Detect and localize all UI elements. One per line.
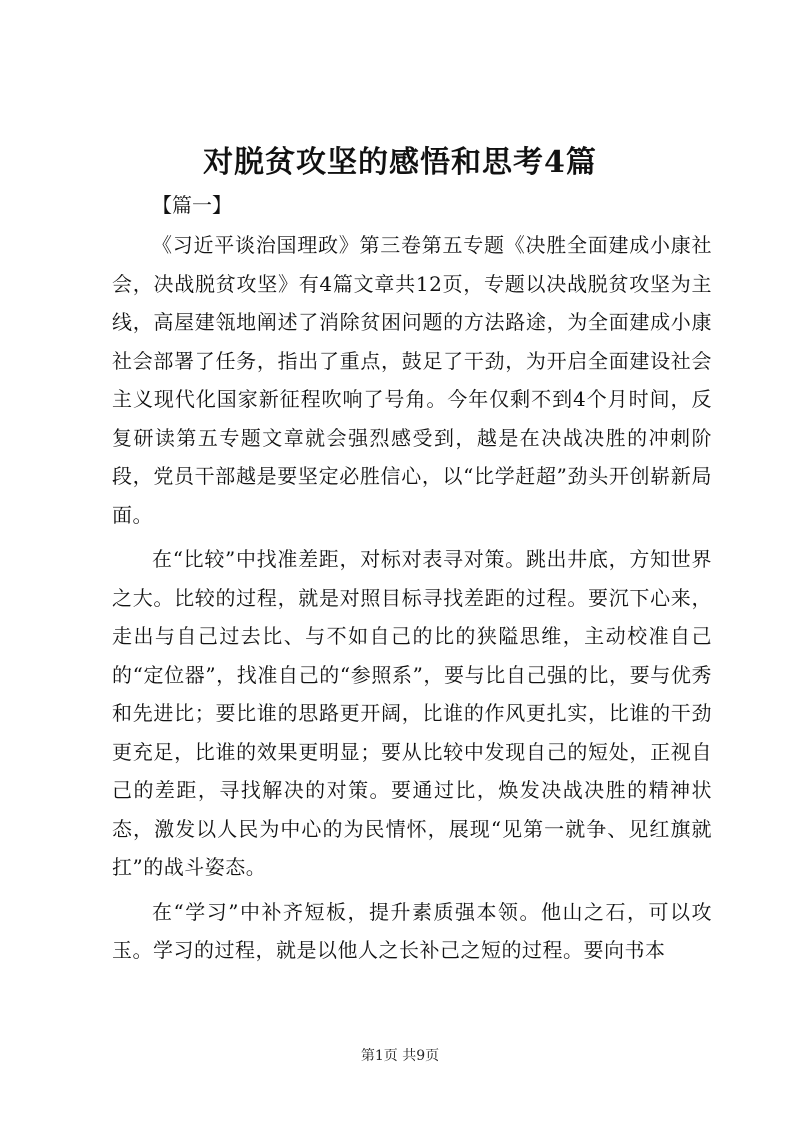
document-body [112,226,712,976]
paragraph-3: 在“学习”中补齐短板，提升素质强本领。他山之石，可以攻玉。学习的过程，就是以他人之长补己之短的过程。要向书本 [112,899,712,962]
paragraph-1: 《习近平谈治国理政》第三卷第五专题《决胜全面建成小康社会，决战脱贫攻坚》有4篇文章共12页，专题以决战脱贫攻坚为主线，高屋建瓴地阐述了消除贫困问题的方法路途，为全面建成小康社会部署了任务，指出了重点，鼓足了干劲，为开启全面建设社会主义现代化国家新征程吹响了号角。今年仅剩不到4个月时间，反复研读第五专题文章就会强烈感受到，越是在决战决胜的冲刺阶段，党员干部越是要坚定必胜信心，以“比学赶超”劲头开创崭新局面。 [112,233,712,527]
section-label: 【篇一】 [152,193,232,217]
document-title: 对脱贫攻坚的感悟和思考4篇 [203,145,597,180]
paragraph-2: 在“比较”中找准差距，对标对表寻对策。跳出井底，方知世界之大。比较的过程，就是对照目标寻找差距的过程。要沉下心来，走出与自己过去比、与不如自己的比的狭隘思维，主动校准自己的“定位器”，找准自己的“参照系”，要与比自己强的比，要与优秀和先进比；要比谁的思路更开阔，比谁的作风更扎实，比谁的干劲更充足，比谁的效果更明显；要从比较中发现自己的短处，正视自己的差距，寻找解决的对策。要通过比，焕发决战决胜的精神状态，激发以人民为中心的为民情怀，展现“见第一就争、见红旗就扛”的战斗姿态。 [112,547,712,879]
page-footer: 第1页 共9页 [360,1048,440,1064]
